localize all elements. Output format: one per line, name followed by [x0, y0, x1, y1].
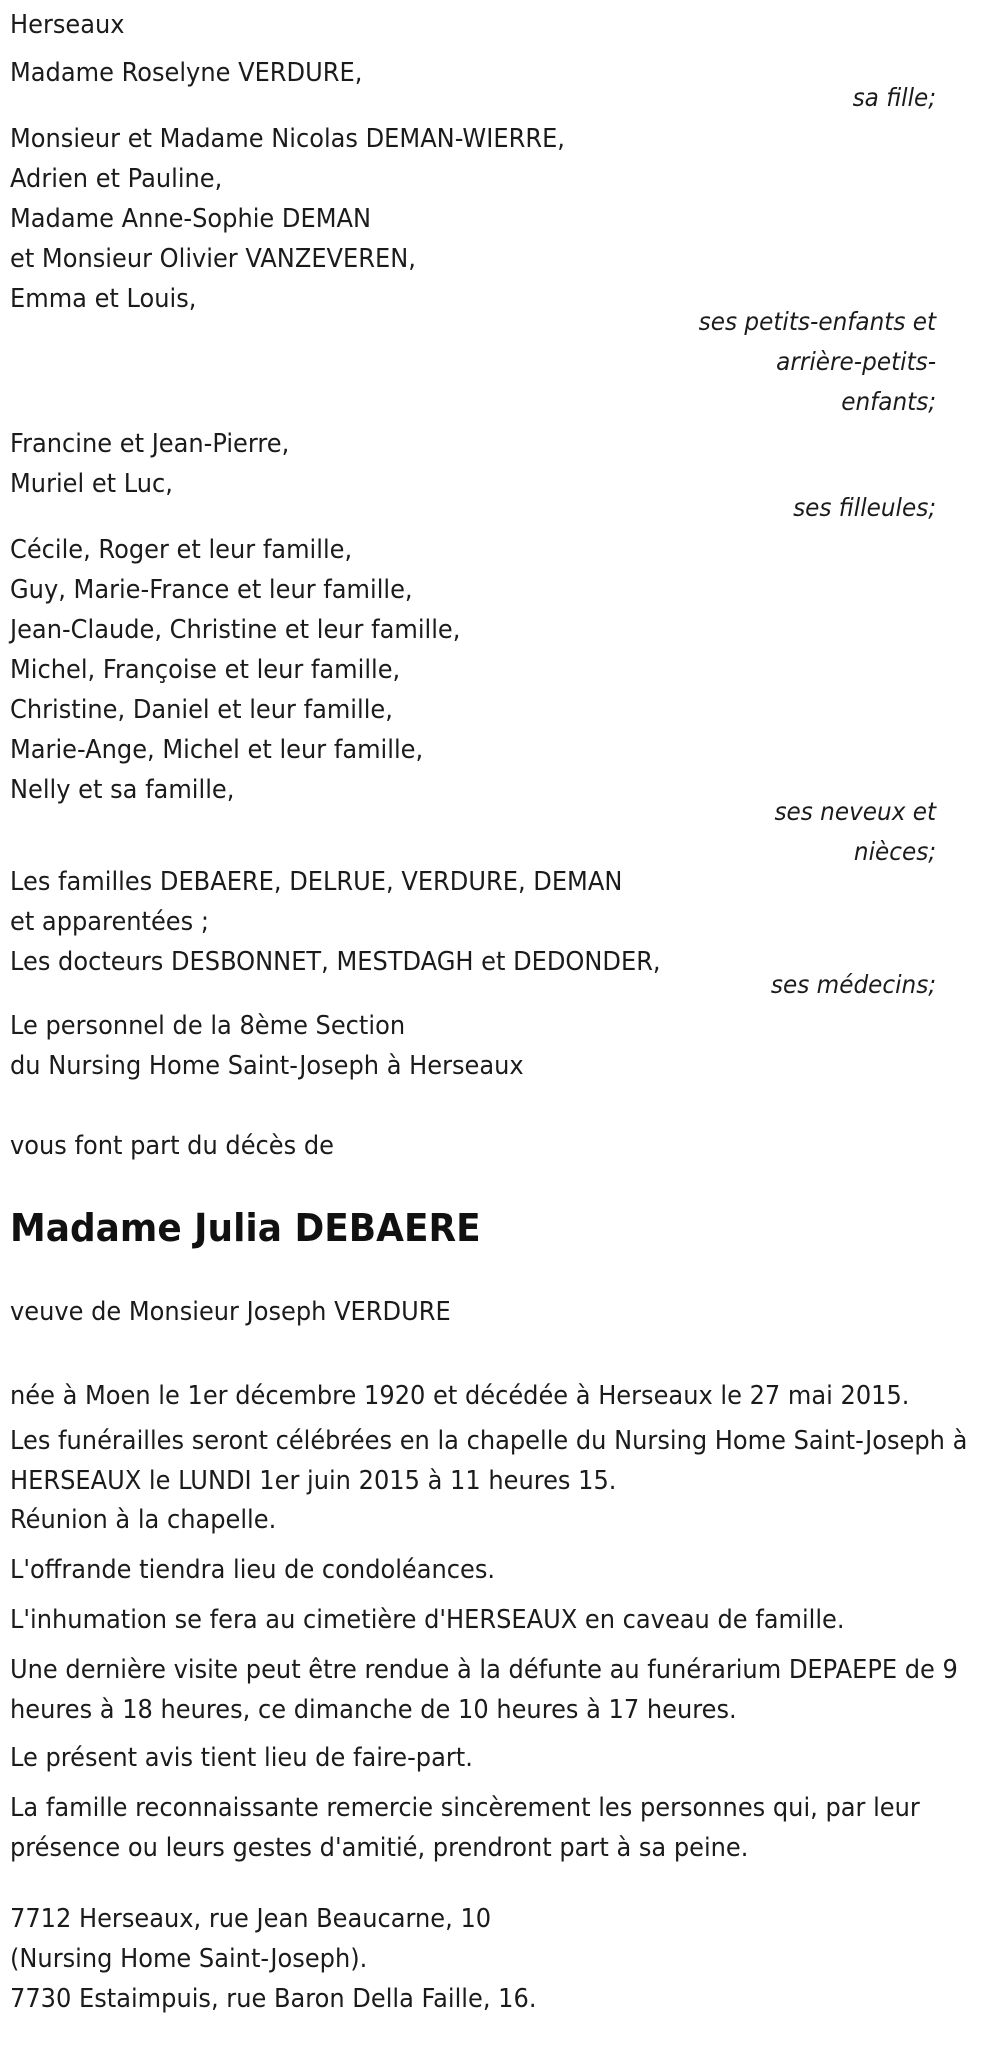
- family-line: Jean-Claude, Christine et leur famille,: [10, 615, 461, 645]
- family-line: Emma et Louis,: [10, 284, 197, 314]
- relationship-label: ses petits-enfants et arrière-petits-enfants;: [698, 307, 937, 416]
- spouse-line: veuve de Monsieur Joseph VERDURE: [10, 1297, 451, 1327]
- family-line: Christine, Daniel et leur famille,: [10, 695, 393, 725]
- family-line: Cécile, Roger et leur famille,: [10, 535, 353, 565]
- family-line: Madame Anne-Sophie DEMAN: [10, 204, 372, 234]
- family-line: et apparentées ;: [10, 907, 209, 937]
- detail-paragraph: Le présent avis tient lieu de faire-part.: [10, 1743, 473, 1773]
- relationship-label: ses neveux et nièces;: [774, 797, 937, 866]
- family-line: Le personnel de la 8ème Section: [10, 1011, 406, 1041]
- family-line: Monsieur et Madame Nicolas DEMAN-WIERRE,: [10, 124, 565, 154]
- family-line: Nelly et sa famille,: [10, 775, 235, 805]
- detail-paragraph: Les funérailles seront célébrées en la chapelle du Nursing Home Saint-Joseph à HERSEAUX le LUNDI 1er juin 2015 à 11 heures 15.: [10, 1426, 968, 1496]
- family-line: Francine et Jean-Pierre,: [10, 429, 290, 459]
- relationship-label: sa fille;: [852, 83, 937, 112]
- family-line: Marie-Ange, Michel et leur famille,: [10, 735, 424, 765]
- detail-paragraph: Une dernière visite peut être rendue à la défunte au funérarium DEPAEPE de 9 heures à 18 heures, ce dimanche de 10 heures à 17 heures.: [10, 1655, 958, 1725]
- birth-death-line: née à Moen le 1er décembre 1920 et décédée à Herseaux le 27 mai 2015.: [10, 1381, 910, 1411]
- detail-paragraph: L'offrande tiendra lieu de condoléances.: [10, 1555, 496, 1585]
- family-line: et Monsieur Olivier VANZEVEREN,: [10, 244, 416, 274]
- header-location: Herseaux: [10, 10, 125, 40]
- family-line: Adrien et Pauline,: [10, 164, 223, 194]
- family-line: du Nursing Home Saint-Joseph à Herseaux: [10, 1051, 524, 1081]
- family-line: Madame Roselyne VERDURE,: [10, 58, 363, 88]
- family-line: Les familles DEBAERE, DELRUE, VERDURE, DEMAN: [10, 867, 623, 897]
- family-line: Michel, Françoise et leur famille,: [10, 655, 401, 685]
- deceased-name: Madame Julia DEBAERE: [10, 1206, 481, 1250]
- family-line: Les docteurs DESBONNET, MESTDAGH et DEDONDER,: [10, 947, 661, 977]
- relationship-label: ses filleules;: [793, 493, 937, 522]
- detail-paragraph: L'inhumation se fera au cimetière d'HERSEAUX en caveau de famille.: [10, 1605, 845, 1635]
- announcement-intro: vous font part du décès de: [10, 1131, 334, 1161]
- relationship-label: ses médecins;: [770, 970, 937, 999]
- detail-paragraph: Réunion à la chapelle.: [10, 1505, 277, 1535]
- family-line: Guy, Marie-France et leur famille,: [10, 575, 413, 605]
- address-line: (Nursing Home Saint-Joseph).: [10, 1944, 368, 1974]
- address-line: 7712 Herseaux, rue Jean Beaucarne, 10: [10, 1904, 492, 1934]
- family-line: Muriel et Luc,: [10, 469, 173, 499]
- address-line: 7730 Estaimpuis, rue Baron Della Faille, 16.: [10, 1984, 537, 2014]
- detail-paragraph: La famille reconnaissante remercie sincèrement les personnes qui, par leur présence ou leurs gestes d'amitié, prendront part à sa peine.: [10, 1793, 920, 1863]
